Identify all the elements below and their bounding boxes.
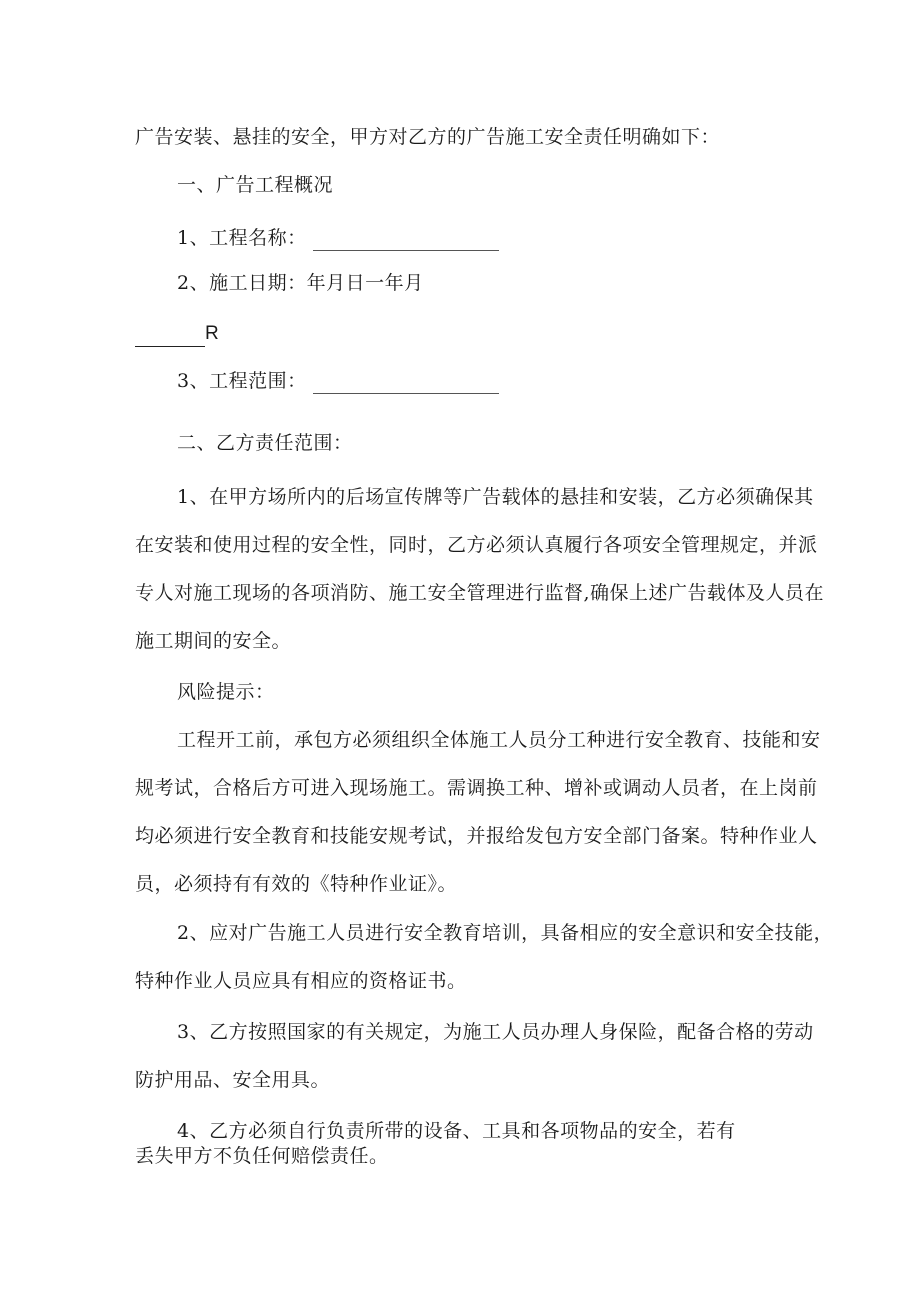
para-2-line-2: 特种作业人员应具有相应的资格证书。 [135,970,467,992]
section-2-heading: 二、乙方责任范围： [177,432,353,454]
project-name-blank [313,230,499,251]
risk-heading: 风险提示： [177,681,275,703]
para-1-line-1: 1、在甲方场所内的后场宣传牌等广告载体的悬挂和安装，乙方必须确保其 [177,486,814,508]
para-4-line-2: 丢失甲方不负任何赔偿责任。 [135,1145,389,1167]
para-1-line-2: 在安装和使用过程的安全性，同时，乙方必须认真履行各项安全管理规定，并派 [135,534,818,556]
item-project-name [177,225,499,251]
intro-line: 广告安装、悬挂的安全，甲方对乙方的广告施工安全责任明确如下： [135,126,721,148]
risk-line-3: 均必须进行安全教育和技能安规考试，并报给发包方安全部门备案。特种作业人 [135,825,818,847]
para-4-line-1: 4、乙方必须自行负责所带的设备、工具和各项物品的安全，若有 [177,1120,736,1142]
item-construction-date: 2、施工日期：年月日一年月 [177,272,424,294]
item-project-scope-label: 3、工程范围： [177,370,307,392]
para-1-line-4: 施工期间的安全。 [135,630,292,652]
para-3-line-1: 3、乙方按照国家的有关规定，为施工人员办理人身保险，配备合格的劳动 [177,1021,814,1043]
date-blank [135,326,205,347]
item-project-name-label: 1、工程名称： [177,227,307,249]
para-1-line-3: 专人对施工现场的各项消防、施工安全管理进行监督,确保上述广告载体及人员在 [135,582,825,604]
project-scope-blank [313,373,499,394]
risk-line-4: 员，必须持有有效的《特种作业证》。 [135,873,458,895]
risk-line-1: 工程开工前，承包方必须组织全体施工人员分工种进行安全教育、技能和安 [177,729,821,751]
para-3-line-2: 防护用品、安全用具。 [135,1069,331,1091]
risk-line-2: 规考试，合格后方可进入现场施工。需调换工种、增补或调动人员者，在上岗前 [135,777,818,799]
date-tail-mark: R [205,323,220,344]
section-1-heading: 一、广告工程概况 [177,174,334,196]
item-project-scope [177,368,499,394]
item-date-continuation [135,320,219,347]
para-2-line-1: 2、应对广告施工人员进行安全教育培训，具备相应的安全意识和安全技能， [177,922,834,944]
